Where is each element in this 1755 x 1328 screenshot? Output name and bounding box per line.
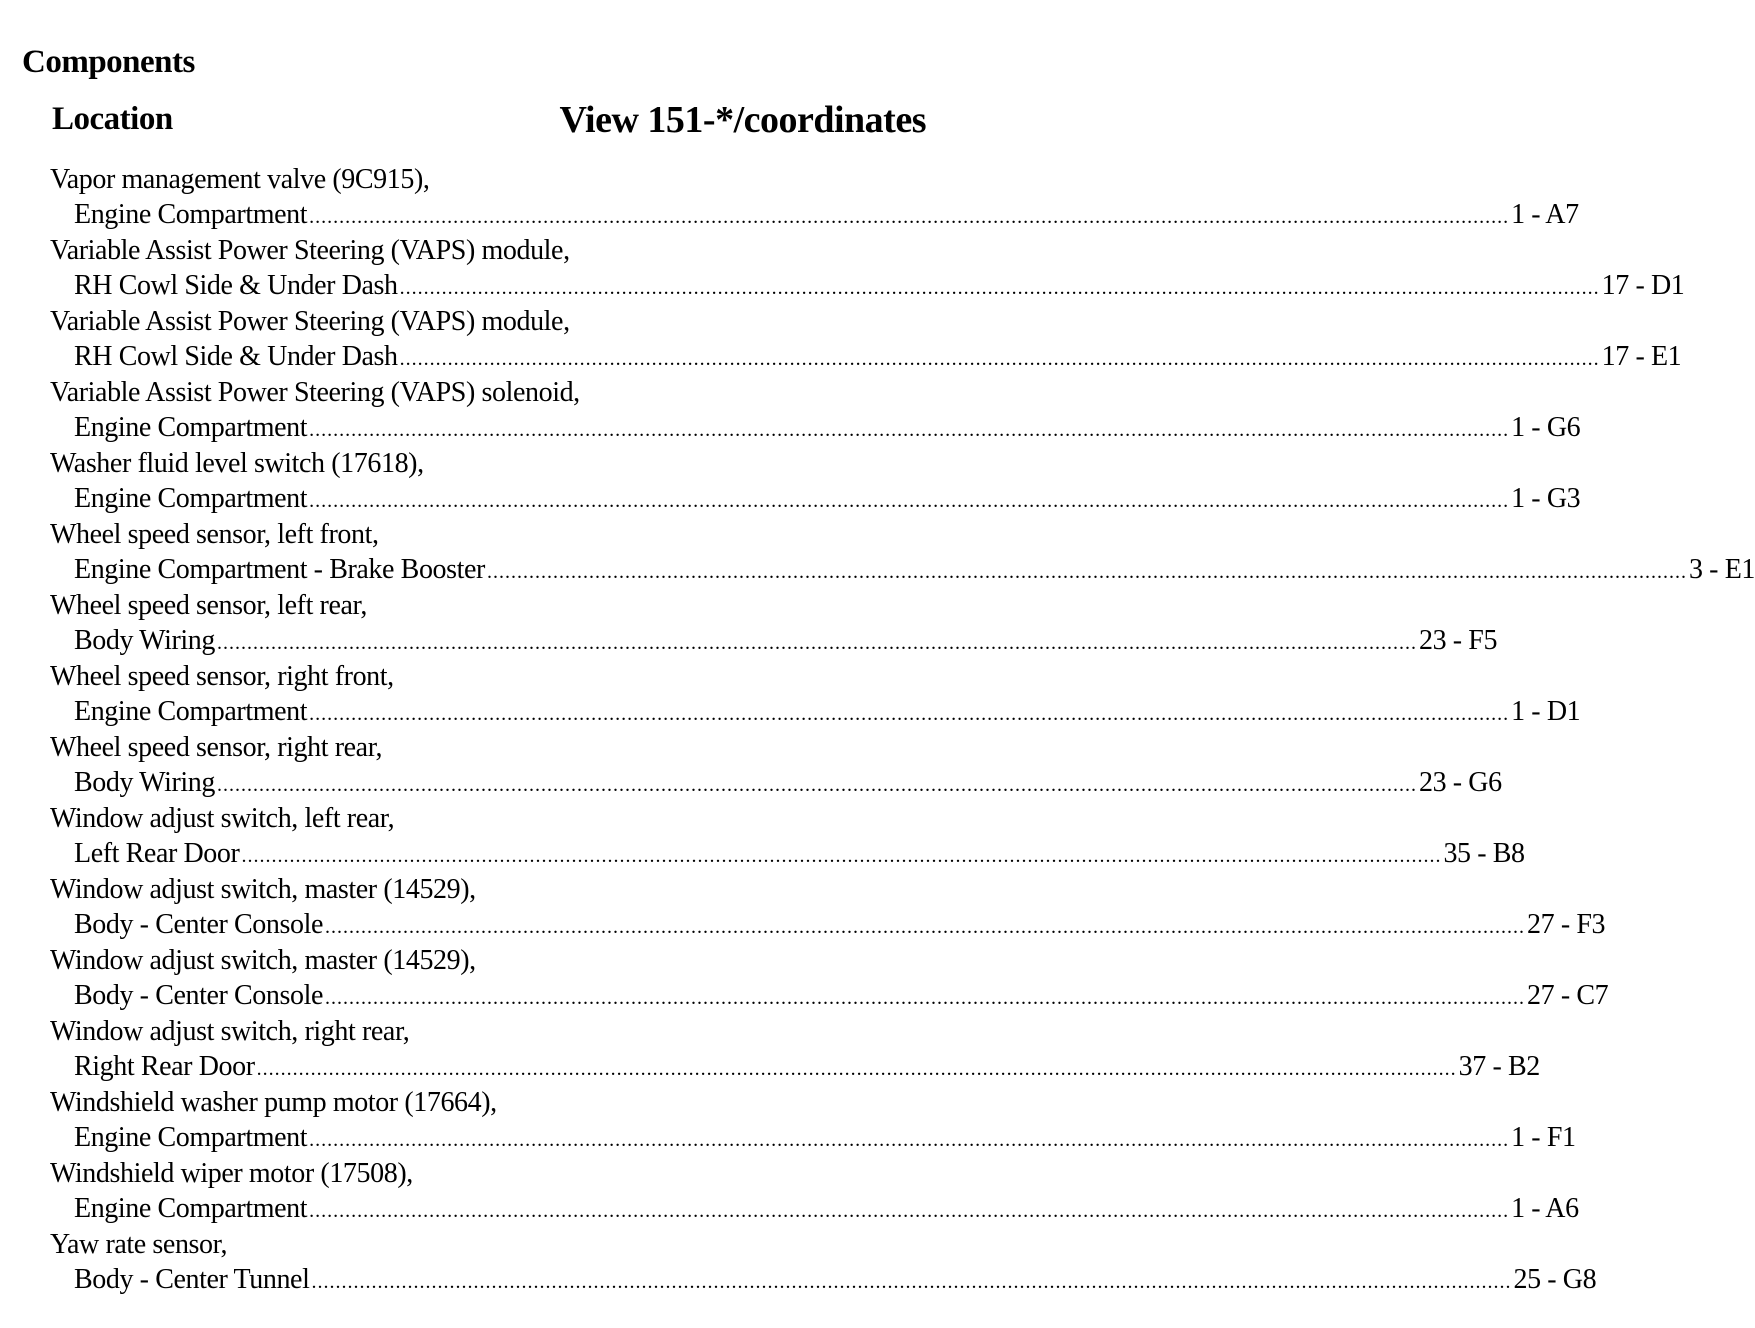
component-name: Wheel speed sensor, right front, [50,661,394,692]
component-area: Engine Compartment [74,696,308,727]
dot-leader: ........................................................................................................................................................................................................ [309,1129,1510,1151]
list-item [50,304,1682,375]
dot-leader: ........................................................................................................................................................................................................ [486,561,1687,583]
view-coordinate: 23 - F5 [1418,625,1498,656]
component-name: Windshield washer pump motor (17664), [50,1087,497,1118]
dot-leader: ........................................................................................................................................................................................................ [311,1271,1512,1293]
view-coordinate: 27 - C7 [1527,980,1609,1011]
list-item [50,801,1525,872]
view-coordinate: 27 - F3 [1527,909,1606,940]
component-area: Engine Compartment [74,412,308,443]
view-column-header: View 151-*/coordinates [559,99,926,141]
list-item [50,162,1579,233]
list-item [50,588,1498,659]
location-column-header: Location [52,101,173,137]
list-item [50,1085,1576,1156]
component-area: Body Wiring [74,767,215,798]
component-area: Engine Compartment [74,483,308,514]
component-name: Variable Assist Power Steering (VAPS) solenoid, [50,377,580,408]
component-area: Body - Center Console [74,909,324,940]
list-item [50,872,1606,943]
dot-leader: ........................................................................................................................................................................................................ [309,703,1510,725]
list-item [50,233,1685,304]
component-name: Variable Assist Power Steering (VAPS) module, [50,235,570,266]
dot-leader: ........................................................................................................................................................................................................ [309,206,1510,228]
component-name: Yaw rate sensor, [50,1229,228,1260]
component-area: RH Cowl Side & Under Dash [74,341,398,372]
component-name: Wheel speed sensor, left front, [50,519,379,550]
dot-leader: ........................................................................................................................................................................................................ [309,490,1510,512]
view-coordinate: 1 - F1 [1511,1122,1576,1153]
component-area: RH Cowl Side & Under Dash [74,270,398,301]
view-coordinate: 3 - E1 [1688,554,1755,585]
dot-leader: ........................................................................................................................................................................................................ [399,277,1600,299]
component-area: Left Rear Door [74,838,240,869]
component-name: Window adjust switch, master (14529), [50,945,476,976]
component-area: Engine Compartment - Brake Booster [74,554,485,585]
view-coordinate: 1 - A6 [1511,1193,1579,1224]
list-item [50,943,1609,1014]
component-name: Window adjust switch, right rear, [50,1016,410,1047]
dot-leader: ........................................................................................................................................................................................................ [241,845,1442,867]
component-area: Engine Compartment [74,1193,308,1224]
dot-leader: ........................................................................................................................................................................................................ [309,1200,1510,1222]
list-item [50,730,1502,801]
dot-leader: ........................................................................................................................................................................................................ [309,419,1510,441]
dot-leader: ........................................................................................................................................................................................................ [216,774,1417,796]
component-area: Body - Center Console [74,980,324,1011]
component-area: Engine Compartment [74,1122,308,1153]
view-coordinate: 25 - G8 [1513,1264,1597,1295]
component-name: Window adjust switch, left rear, [50,803,395,834]
component-area: Body - Center Tunnel [74,1264,310,1295]
view-coordinate: 17 - D1 [1601,270,1685,301]
view-coordinate: 1 - G3 [1511,483,1581,514]
view-coordinate: 1 - A7 [1511,199,1579,230]
component-list [50,162,1755,1298]
view-coordinate: 37 - B2 [1458,1051,1540,1082]
component-name: Vapor management valve (9C915), [50,164,430,195]
component-name: Variable Assist Power Steering (VAPS) module, [50,306,570,337]
component-name: Windshield wiper motor (17508), [50,1158,413,1189]
component-area: Engine Compartment [74,199,308,230]
list-item [50,517,1755,588]
view-coordinate: 23 - G6 [1418,767,1502,798]
list-item [50,659,1581,730]
component-name: Wheel speed sensor, left rear, [50,590,367,621]
dot-leader: ........................................................................................................................................................................................................ [216,632,1417,654]
dot-leader: ........................................................................................................................................................................................................ [325,987,1526,1009]
list-item [50,1156,1579,1227]
view-coordinate: 1 - G6 [1511,412,1581,443]
dot-leader: ........................................................................................................................................................................................................ [325,916,1526,938]
view-coordinate: 17 - E1 [1601,341,1682,372]
list-item [50,1014,1540,1085]
component-area: Body Wiring [74,625,215,656]
dot-leader: ........................................................................................................................................................................................................ [256,1058,1457,1080]
list-item [50,1227,1597,1298]
component-name: Window adjust switch, master (14529), [50,874,476,905]
component-area: Right Rear Door [74,1051,255,1082]
list-item [50,375,1581,446]
list-item [50,446,1581,517]
component-name: Washer fluid level switch (17618), [50,448,424,479]
component-name: Wheel speed sensor, right rear, [50,732,383,763]
view-coordinate: 35 - B8 [1443,838,1525,869]
section-title: Components [22,44,195,80]
dot-leader: ........................................................................................................................................................................................................ [399,348,1600,370]
view-coordinate: 1 - D1 [1511,696,1581,727]
